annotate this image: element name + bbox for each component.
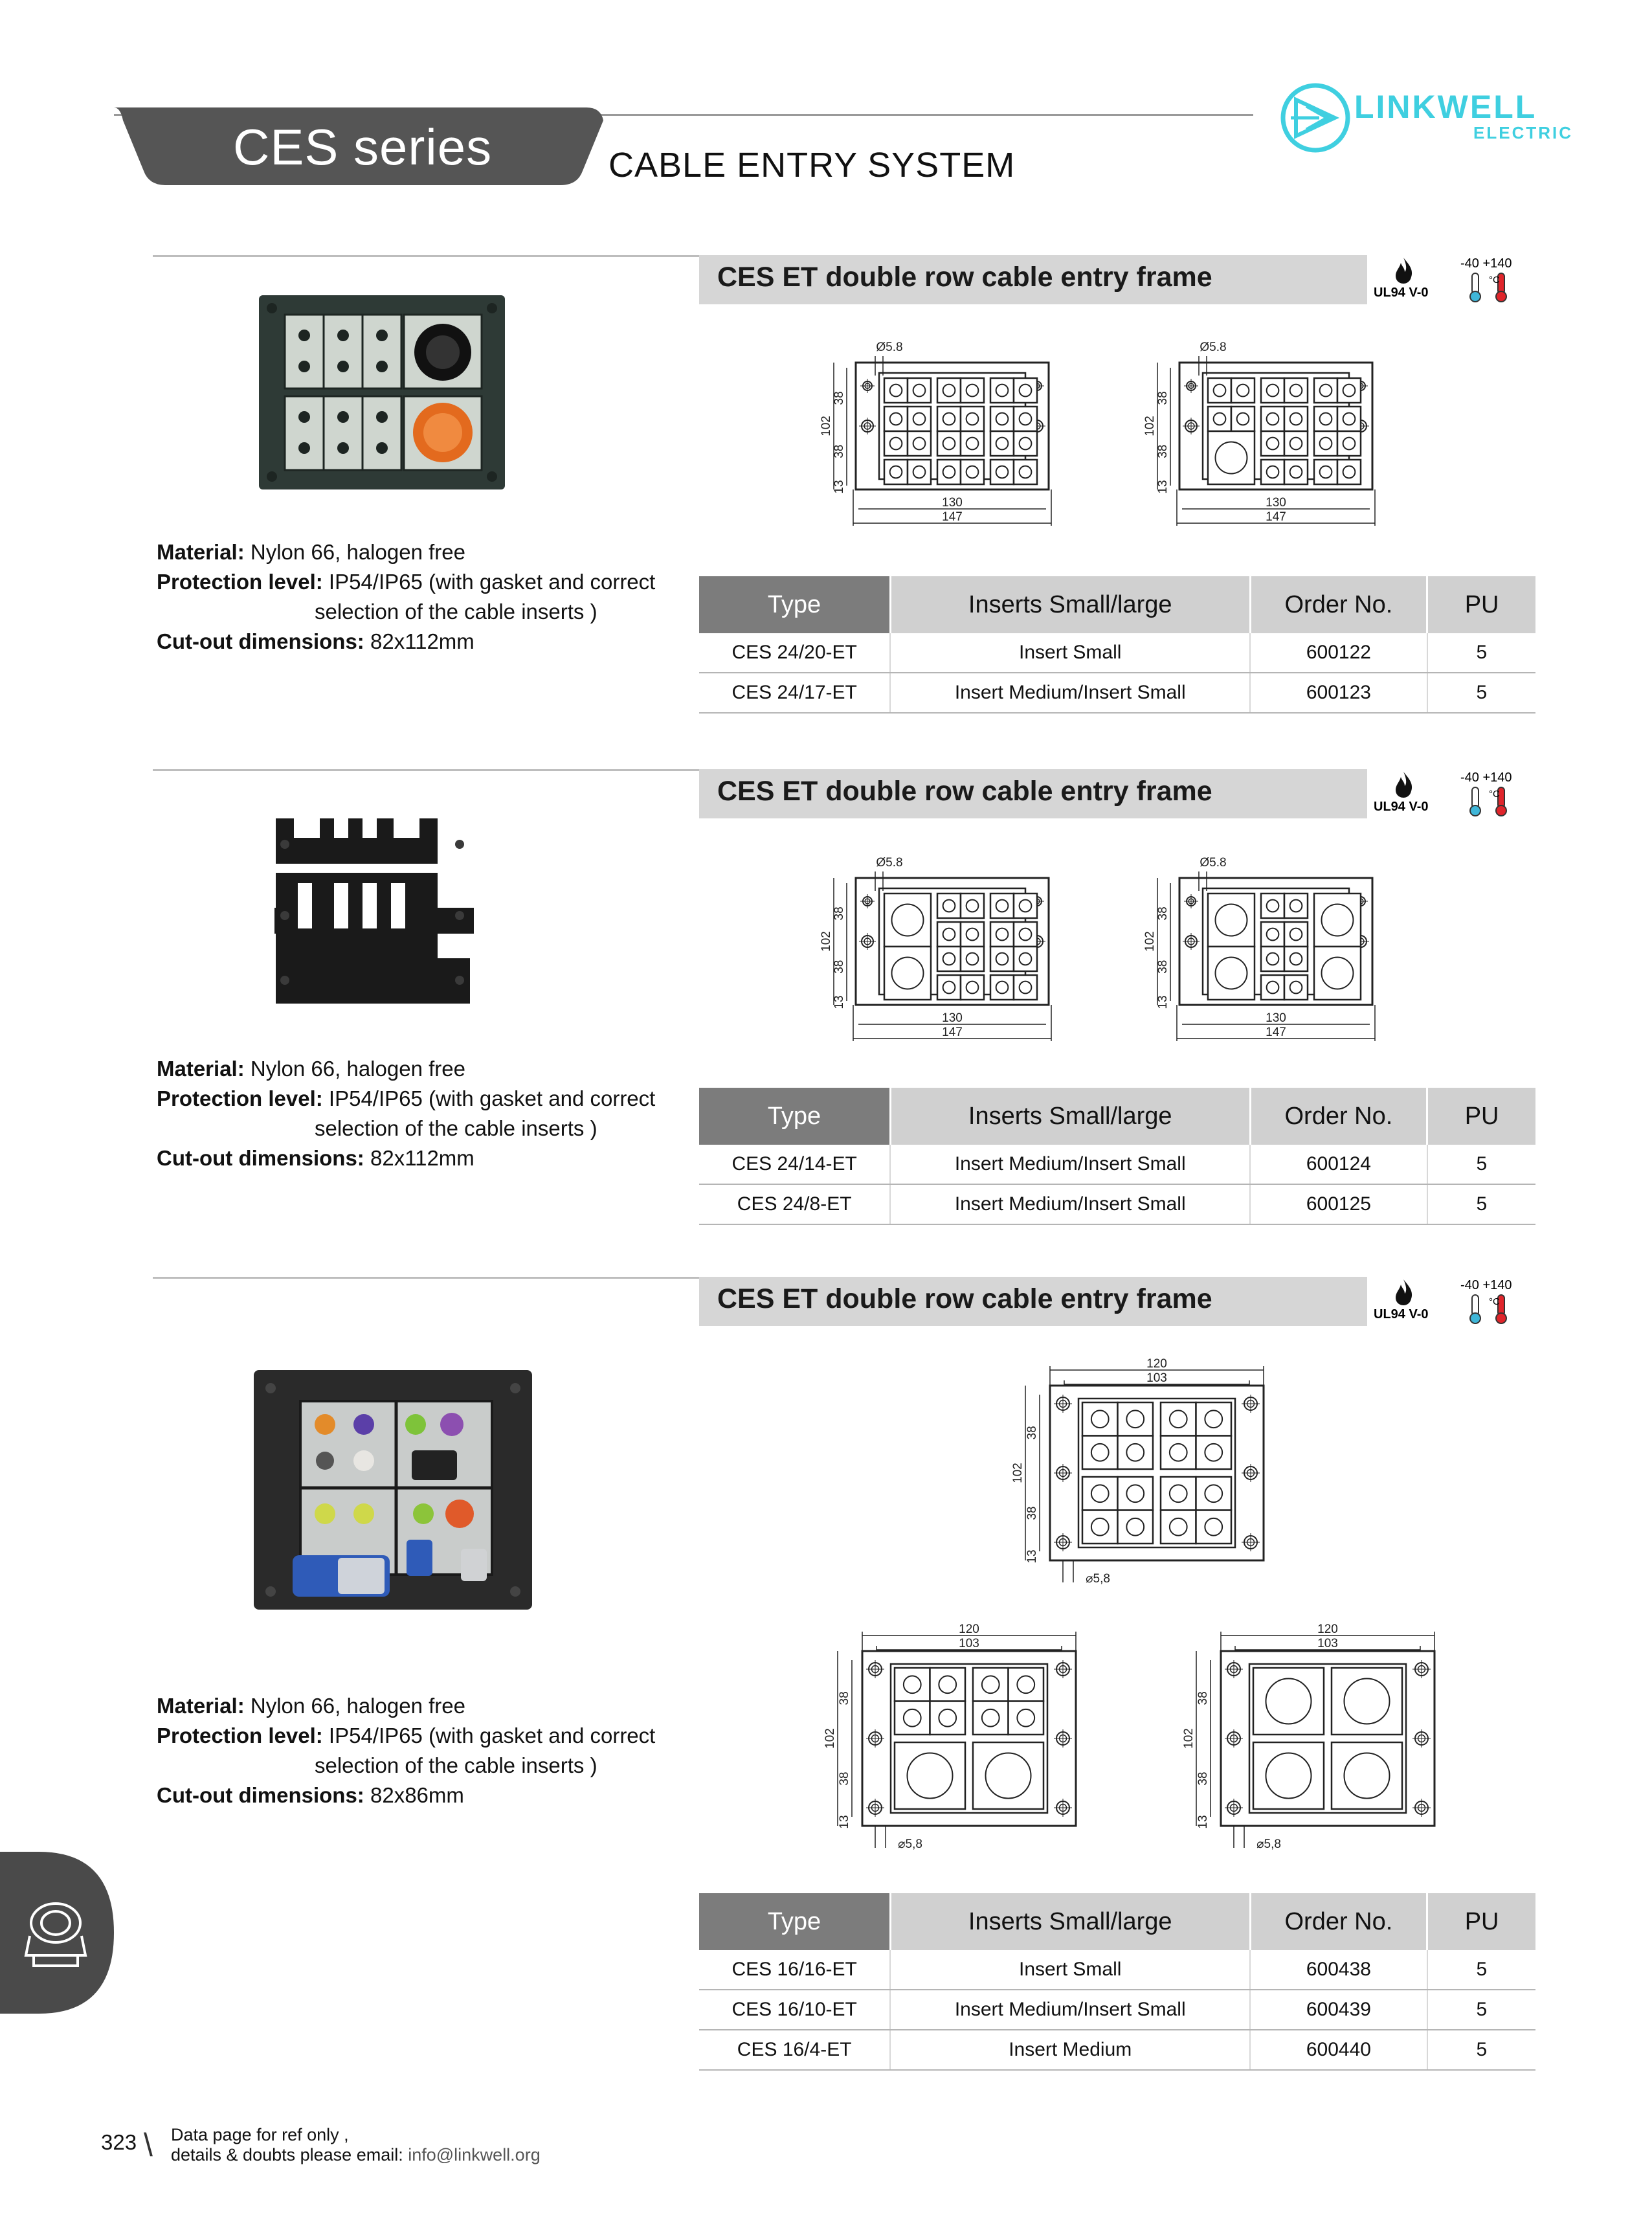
table-header-row (699, 1893, 1535, 1950)
insert-small (1284, 431, 1308, 456)
dimension-label: 13 (832, 480, 846, 494)
insert-small (990, 431, 1014, 456)
insert-small (961, 922, 984, 947)
insert-small (1009, 1668, 1044, 1702)
insert-small (1261, 431, 1284, 456)
cell-pu: 5 (1427, 1184, 1535, 1224)
cutout-label: Cut-out dimensions: (157, 629, 364, 653)
protection-value: IP54/IP65 (with gasket and correct (328, 1086, 656, 1110)
insert-small (1284, 894, 1308, 918)
insert-small (1014, 975, 1037, 1000)
insert-small (884, 407, 908, 431)
insert-small (961, 894, 984, 918)
insert-medium (895, 1742, 965, 1809)
hole-diameter-label: Ø5.8 (876, 856, 903, 870)
temperature-range: -40 +140 (1460, 770, 1512, 785)
insert-small (1161, 1477, 1196, 1511)
insert-small (1014, 460, 1037, 484)
page-number: 323 (101, 2130, 137, 2154)
section-1-title-bar (699, 255, 1535, 304)
insert-small (1337, 460, 1361, 484)
cell-type: CES 16/16-ET (699, 1950, 890, 1990)
material-label: Material: (157, 540, 245, 564)
insert-small (990, 894, 1014, 918)
table-header-row (699, 1088, 1535, 1145)
section-2-order-table (699, 1088, 1535, 1225)
insert-small (895, 1668, 930, 1702)
logo-wordmark: LINKWELL (1354, 89, 1537, 125)
col-inserts: Inserts Small/large (890, 1893, 1250, 1950)
dimension-label: 38 (1156, 906, 1170, 921)
insert-small (1261, 947, 1284, 971)
cell-type: CES 24/8-ET (699, 1184, 890, 1224)
insert-small (961, 407, 984, 431)
cutout-value: 82x112mm (370, 1146, 474, 1170)
celsius-unit: °C (1489, 1296, 1500, 1307)
col-pu: PU (1427, 1893, 1535, 1950)
dimension-label: 38 (1196, 1771, 1210, 1786)
cell-pu: 5 (1427, 633, 1535, 673)
section-title: CES ET double row cable entry frame (717, 1283, 1212, 1314)
dimension-label: 102 (1143, 416, 1157, 436)
footer-email-link[interactable]: info@linkwell.org (408, 2145, 541, 2164)
dimension-drawing-24-ring (820, 324, 1489, 544)
insert-small (973, 1702, 1009, 1735)
insert-small (1014, 407, 1037, 431)
insert-small (1082, 1511, 1118, 1544)
insert-small (937, 894, 961, 918)
cutout-label: Cut-out dimensions: (157, 1146, 364, 1170)
table-header-row (699, 576, 1535, 633)
dimension-label: 38 (1025, 1426, 1039, 1440)
hole-diameter-label: Ø5.8 (1200, 341, 1227, 354)
insert-small (1284, 947, 1308, 971)
insert-small (908, 407, 931, 431)
ul94-badge (1367, 255, 1451, 304)
col-order-no: Order No. (1250, 1893, 1427, 1950)
insert-small (1161, 1402, 1196, 1436)
table-row (699, 2030, 1535, 2070)
cell-pu: 5 (1427, 1990, 1535, 2030)
dimension-label: 102 (1011, 1463, 1025, 1483)
product-photo-ces-24-et-frame (272, 818, 479, 1006)
material-value: Nylon 66, halogen free (250, 1694, 465, 1718)
dimension-label: 120 (1146, 1357, 1167, 1371)
insert-medium (973, 1742, 1044, 1809)
insert-small (1284, 407, 1308, 431)
cell-pu: 5 (1427, 1145, 1535, 1184)
insert-small (1337, 378, 1361, 403)
insert-small (1284, 922, 1308, 947)
dimension-label: 147 (1266, 1026, 1286, 1039)
logo-subtext: ELECTRIC (1473, 123, 1573, 142)
footer-line-1: Data page for ref only , (171, 2125, 349, 2144)
dimension-label: 38 (1156, 444, 1170, 458)
dimension-label: 38 (838, 1691, 851, 1705)
material-value: Nylon 66, halogen free (250, 540, 465, 564)
insert-small (1261, 460, 1284, 484)
dimension-label: 38 (1156, 391, 1170, 405)
protection-value: IP54/IP65 (with gasket and correct (328, 1724, 656, 1748)
footer-separator: \ (144, 2127, 153, 2163)
material-label: Material: (157, 1694, 245, 1718)
dimension-label: 130 (942, 496, 963, 510)
section-title: CES ET double row cable entry frame (717, 262, 1212, 293)
insert-small (1231, 407, 1255, 431)
insert-small (1082, 1402, 1118, 1436)
cutout-value: 82x112mm (370, 629, 474, 653)
dimension-label: 38 (832, 960, 846, 974)
protection-value-cont: selection of the cable inserts ) (315, 1753, 597, 1777)
insert-small (937, 947, 961, 971)
temperature-range: -40 +140 (1460, 1278, 1512, 1292)
material-value: Nylon 66, halogen free (250, 1057, 465, 1081)
cell-order-no: 600124 (1250, 1145, 1427, 1184)
insert-small (1118, 1402, 1154, 1436)
col-pu: PU (1427, 576, 1535, 633)
insert-small (908, 431, 931, 456)
insert-small (1337, 431, 1361, 456)
protection-value-cont: selection of the cable inserts ) (315, 1116, 597, 1140)
insert-small (937, 975, 961, 1000)
col-order-no: Order No. (1250, 1088, 1427, 1145)
insert-small (1161, 1511, 1196, 1544)
cell-order-no: 600439 (1250, 1990, 1427, 2030)
section-1-order-table (699, 576, 1535, 714)
insert-small (1014, 378, 1037, 403)
insert-small (1231, 378, 1255, 403)
insert-small (937, 460, 961, 484)
insert-medium (1253, 1742, 1324, 1809)
celsius-unit: °C (1489, 789, 1500, 800)
dimension-label: 13 (1156, 480, 1170, 494)
insert-small (1082, 1436, 1118, 1470)
insert-small (1314, 407, 1337, 431)
insert-small (1196, 1436, 1232, 1470)
product-photo-ces-16-et (254, 1370, 532, 1610)
insert-small (1082, 1477, 1118, 1511)
cell-order-no: 600440 (1250, 2030, 1427, 2070)
dimension-label: 120 (1317, 1623, 1338, 1636)
ul94-label: UL94 V-0 (1374, 1307, 1429, 1321)
insert-small (990, 975, 1014, 1000)
dimension-label: 13 (1156, 995, 1170, 1009)
ul94-label: UL94 V-0 (1374, 800, 1429, 814)
dimension-label: 130 (942, 1011, 963, 1025)
dimension-label: 147 (942, 510, 963, 524)
ul94-badge (1367, 769, 1451, 818)
brand-logo (1279, 80, 1573, 158)
insert-small (990, 407, 1014, 431)
dimension-label: 130 (1266, 1011, 1286, 1025)
insert-small (1014, 922, 1037, 947)
protection-label: Protection level: (157, 1724, 323, 1748)
dimension-label: 13 (1196, 1815, 1210, 1829)
insert-small (937, 431, 961, 456)
celsius-unit: °C (1489, 275, 1500, 286)
dimension-label: 38 (832, 906, 846, 921)
product-photo-ces-24-et (259, 295, 505, 489)
dimension-label: 102 (823, 1728, 837, 1749)
hole-diameter-label: Ø5.8 (1200, 856, 1227, 870)
section-title: CES ET double row cable entry frame (717, 776, 1212, 807)
dimension-label: 103 (959, 1637, 979, 1650)
dimension-label: 147 (1266, 510, 1286, 524)
cell-type: CES 16/10-ET (699, 1990, 890, 2030)
dimension-label: 147 (942, 1026, 963, 1039)
col-type: Type (699, 1088, 890, 1145)
insert-small (1014, 894, 1037, 918)
insert-small (884, 460, 908, 484)
dimension-label: 120 (959, 1623, 979, 1636)
insert-small (884, 378, 908, 403)
cell-pu: 5 (1427, 1950, 1535, 1990)
hole-diameter-label: ⌀5,8 (1256, 1838, 1281, 1851)
insert-small (1261, 407, 1284, 431)
cell-inserts: Insert Small (890, 633, 1250, 673)
insert-small (990, 922, 1014, 947)
series-title: CES series (233, 118, 493, 175)
insert-small (1284, 975, 1308, 1000)
cell-order-no: 600122 (1250, 633, 1427, 673)
cell-inserts: Insert Medium/Insert Small (890, 1184, 1250, 1224)
insert-small (961, 947, 984, 971)
cell-pu: 5 (1427, 2030, 1535, 2070)
dimension-label: 38 (1196, 1691, 1210, 1705)
insert-small (1118, 1436, 1154, 1470)
cutout-label: Cut-out dimensions: (157, 1783, 364, 1807)
cell-type: CES 24/20-ET (699, 633, 890, 673)
dimension-label: 38 (1025, 1506, 1039, 1520)
insert-small (1261, 378, 1284, 403)
dimension-label: 102 (1143, 931, 1157, 952)
temperature-range: -40 +140 (1460, 256, 1512, 271)
insert-small (1161, 1436, 1196, 1470)
insert-small (1261, 894, 1284, 918)
table-row (699, 633, 1535, 673)
insert-medium (1253, 1668, 1324, 1735)
dimension-label: 13 (1025, 1549, 1039, 1564)
cell-inserts: Insert Medium/Insert Small (890, 1990, 1250, 2030)
insert-small (1208, 378, 1231, 403)
cell-inserts: Insert Medium (890, 2030, 1250, 2070)
temperature-badge (1451, 1277, 1535, 1326)
ul94-badge (1367, 1277, 1451, 1326)
col-inserts: Inserts Small/large (890, 1088, 1250, 1145)
insert-small (1014, 947, 1037, 971)
cutout-value: 82x86mm (370, 1783, 464, 1807)
page-subtitle: CABLE ENTRY SYSTEM (608, 146, 1016, 185)
insert-medium (1332, 1742, 1402, 1809)
protection-value: IP54/IP65 (with gasket and correct (328, 570, 656, 594)
table-row (699, 673, 1535, 713)
insert-small (1014, 431, 1037, 456)
insert-small (908, 378, 931, 403)
insert-small (1009, 1702, 1044, 1735)
dimension-label: 38 (1156, 960, 1170, 974)
col-order-no: Order No. (1250, 576, 1427, 633)
insert-small (973, 1668, 1009, 1702)
dimension-drawing-16-ring (823, 1334, 1495, 1878)
insert-small (884, 431, 908, 456)
protection-label: Protection level: (157, 570, 323, 594)
insert-small (1337, 407, 1361, 431)
insert-small (961, 460, 984, 484)
section-3-title-bar (699, 1277, 1535, 1326)
insert-small (1118, 1477, 1154, 1511)
protection-label: Protection level: (157, 1086, 323, 1110)
col-pu: PU (1427, 1088, 1535, 1145)
insert-medium (1332, 1668, 1402, 1735)
insert-small (1261, 975, 1284, 1000)
cell-order-no: 600123 (1250, 673, 1427, 713)
cell-inserts: Insert Medium/Insert Small (890, 1145, 1250, 1184)
insert-small (1208, 407, 1231, 431)
ul94-label: UL94 V-0 (1374, 286, 1429, 300)
side-category-tab (0, 1852, 114, 2014)
section-2-title-bar (699, 769, 1535, 818)
flame-icon (1390, 256, 1416, 285)
protection-value-cont: selection of the cable inserts ) (315, 600, 597, 624)
dimension-label: 102 (820, 931, 833, 952)
insert-small (895, 1702, 930, 1735)
dimension-label: 102 (1182, 1728, 1196, 1749)
dimension-label: 38 (832, 391, 846, 405)
temperature-badge (1451, 255, 1535, 304)
col-type: Type (699, 1893, 890, 1950)
cell-type: CES 16/4-ET (699, 2030, 890, 2070)
flame-icon (1390, 1278, 1416, 1307)
dimension-label: 38 (832, 444, 846, 458)
insert-small (930, 1668, 966, 1702)
footer-note (171, 2125, 541, 2165)
cell-type: CES 24/14-ET (699, 1145, 890, 1184)
cell-order-no: 600125 (1250, 1184, 1427, 1224)
insert-small (961, 431, 984, 456)
col-type: Type (699, 576, 890, 633)
insert-small (990, 378, 1014, 403)
dimension-label: 38 (838, 1771, 851, 1786)
insert-small (961, 378, 984, 403)
insert-small (937, 922, 961, 947)
insert-small (937, 407, 961, 431)
dimension-label: 130 (1266, 496, 1286, 510)
cell-inserts: Insert Medium/Insert Small (890, 673, 1250, 713)
insert-small (908, 460, 931, 484)
hole-diameter-label: ⌀5,8 (898, 1838, 922, 1851)
insert-small (1261, 922, 1284, 947)
dimension-label: 13 (838, 1815, 851, 1829)
cell-inserts: Insert Small (890, 1950, 1250, 1990)
insert-small (1314, 460, 1337, 484)
insert-small (990, 947, 1014, 971)
material-label: Material: (157, 1057, 245, 1081)
insert-small (1196, 1402, 1232, 1436)
insert-small (930, 1702, 966, 1735)
flame-icon (1390, 770, 1416, 799)
hole-diameter-label: Ø5.8 (876, 341, 903, 354)
section-3-specs (157, 1691, 655, 1810)
insert-small (1314, 431, 1337, 456)
cell-order-no: 600438 (1250, 1950, 1427, 1990)
insert-small (1314, 378, 1337, 403)
section-2-specs (157, 1054, 655, 1173)
dimension-drawing-24-ring-b (820, 839, 1489, 1059)
table-row (699, 1990, 1535, 2030)
table-row (699, 1950, 1535, 1990)
linkwell-logo-icon (1279, 80, 1352, 155)
insert-small (1284, 460, 1308, 484)
insert-small (1284, 378, 1308, 403)
hole-diameter-label: ⌀5,8 (1086, 1572, 1110, 1586)
footer-line-2: details & doubts please email: (171, 2145, 408, 2164)
section-3-order-table (699, 1893, 1535, 2071)
insert-small (1196, 1477, 1232, 1511)
cell-type: CES 24/17-ET (699, 673, 890, 713)
col-inserts: Inserts Small/large (890, 576, 1250, 633)
temperature-badge (1451, 769, 1535, 818)
dimension-label: 102 (820, 416, 833, 436)
insert-small (961, 975, 984, 1000)
section-1-specs (157, 537, 655, 657)
dimension-label: 13 (832, 995, 846, 1009)
dimension-label: 103 (1317, 1637, 1338, 1650)
insert-small (937, 378, 961, 403)
table-row (699, 1184, 1535, 1224)
table-row (699, 1145, 1535, 1184)
dimension-label: 103 (1146, 1371, 1167, 1385)
insert-small (990, 460, 1014, 484)
insert-small (1196, 1511, 1232, 1544)
insert-small (1118, 1511, 1154, 1544)
cell-pu: 5 (1427, 673, 1535, 713)
